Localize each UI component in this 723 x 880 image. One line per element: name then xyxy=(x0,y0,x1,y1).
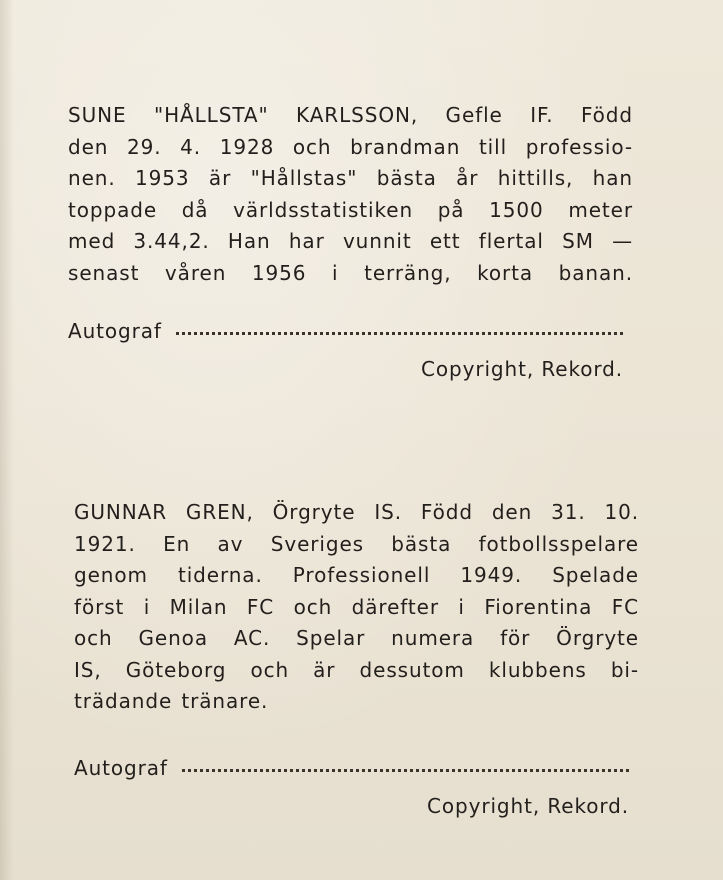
sheet-edge-shadow xyxy=(0,0,14,880)
player-card-gren xyxy=(74,497,639,818)
bio-line: med 3.44,2. Han har vunnit ett flertal SM — xyxy=(68,229,633,253)
bio-line: 1921. En av Sveriges bästa fotbollsspelare xyxy=(74,531,639,556)
copyright-notice: Copyright, Rekord. xyxy=(421,357,623,381)
bio-line: genom tiderna. Professionell 1949. Spelade xyxy=(74,563,639,587)
copyright-notice: Copyright, Rekord. xyxy=(427,793,629,818)
autograph-line xyxy=(68,319,633,343)
bio-line: först i Milan FC och därefter i Fiorentina FC xyxy=(74,594,639,619)
bio-line: toppade då världsstatistiken på 1500 meter xyxy=(68,197,633,222)
player-bio xyxy=(68,100,633,289)
bio-line: SUNE "HÅLLSTA" KARLSSON, Gefle IF. Född xyxy=(68,103,633,127)
player-card-karlsson xyxy=(68,100,633,381)
autograph-label: Autograf xyxy=(68,319,162,343)
bio-line: den 29. 4. 1928 och brandman till professio- xyxy=(68,134,633,159)
bio-line: nen. 1953 är "Hållstas" bästa år hittills, han xyxy=(68,166,633,190)
bio-line: senast våren 1956 i terräng, korta banan. xyxy=(68,260,633,285)
player-bio xyxy=(74,497,639,718)
autograph-dotted-line xyxy=(182,769,629,772)
autograph-dotted-line xyxy=(176,332,623,335)
autograph-line xyxy=(74,756,639,780)
bio-line: GUNNAR GREN, Örgryte IS. Född den 31. 10. xyxy=(74,500,639,524)
bio-line: och Genoa AC. Spelar numera för Örgryte xyxy=(74,626,639,650)
autograph-label: Autograf xyxy=(74,755,168,780)
bio-line-last: trädande tränare. xyxy=(74,689,269,713)
bio-line: IS, Göteborg och är dessutom klubbens bi- xyxy=(74,657,639,682)
